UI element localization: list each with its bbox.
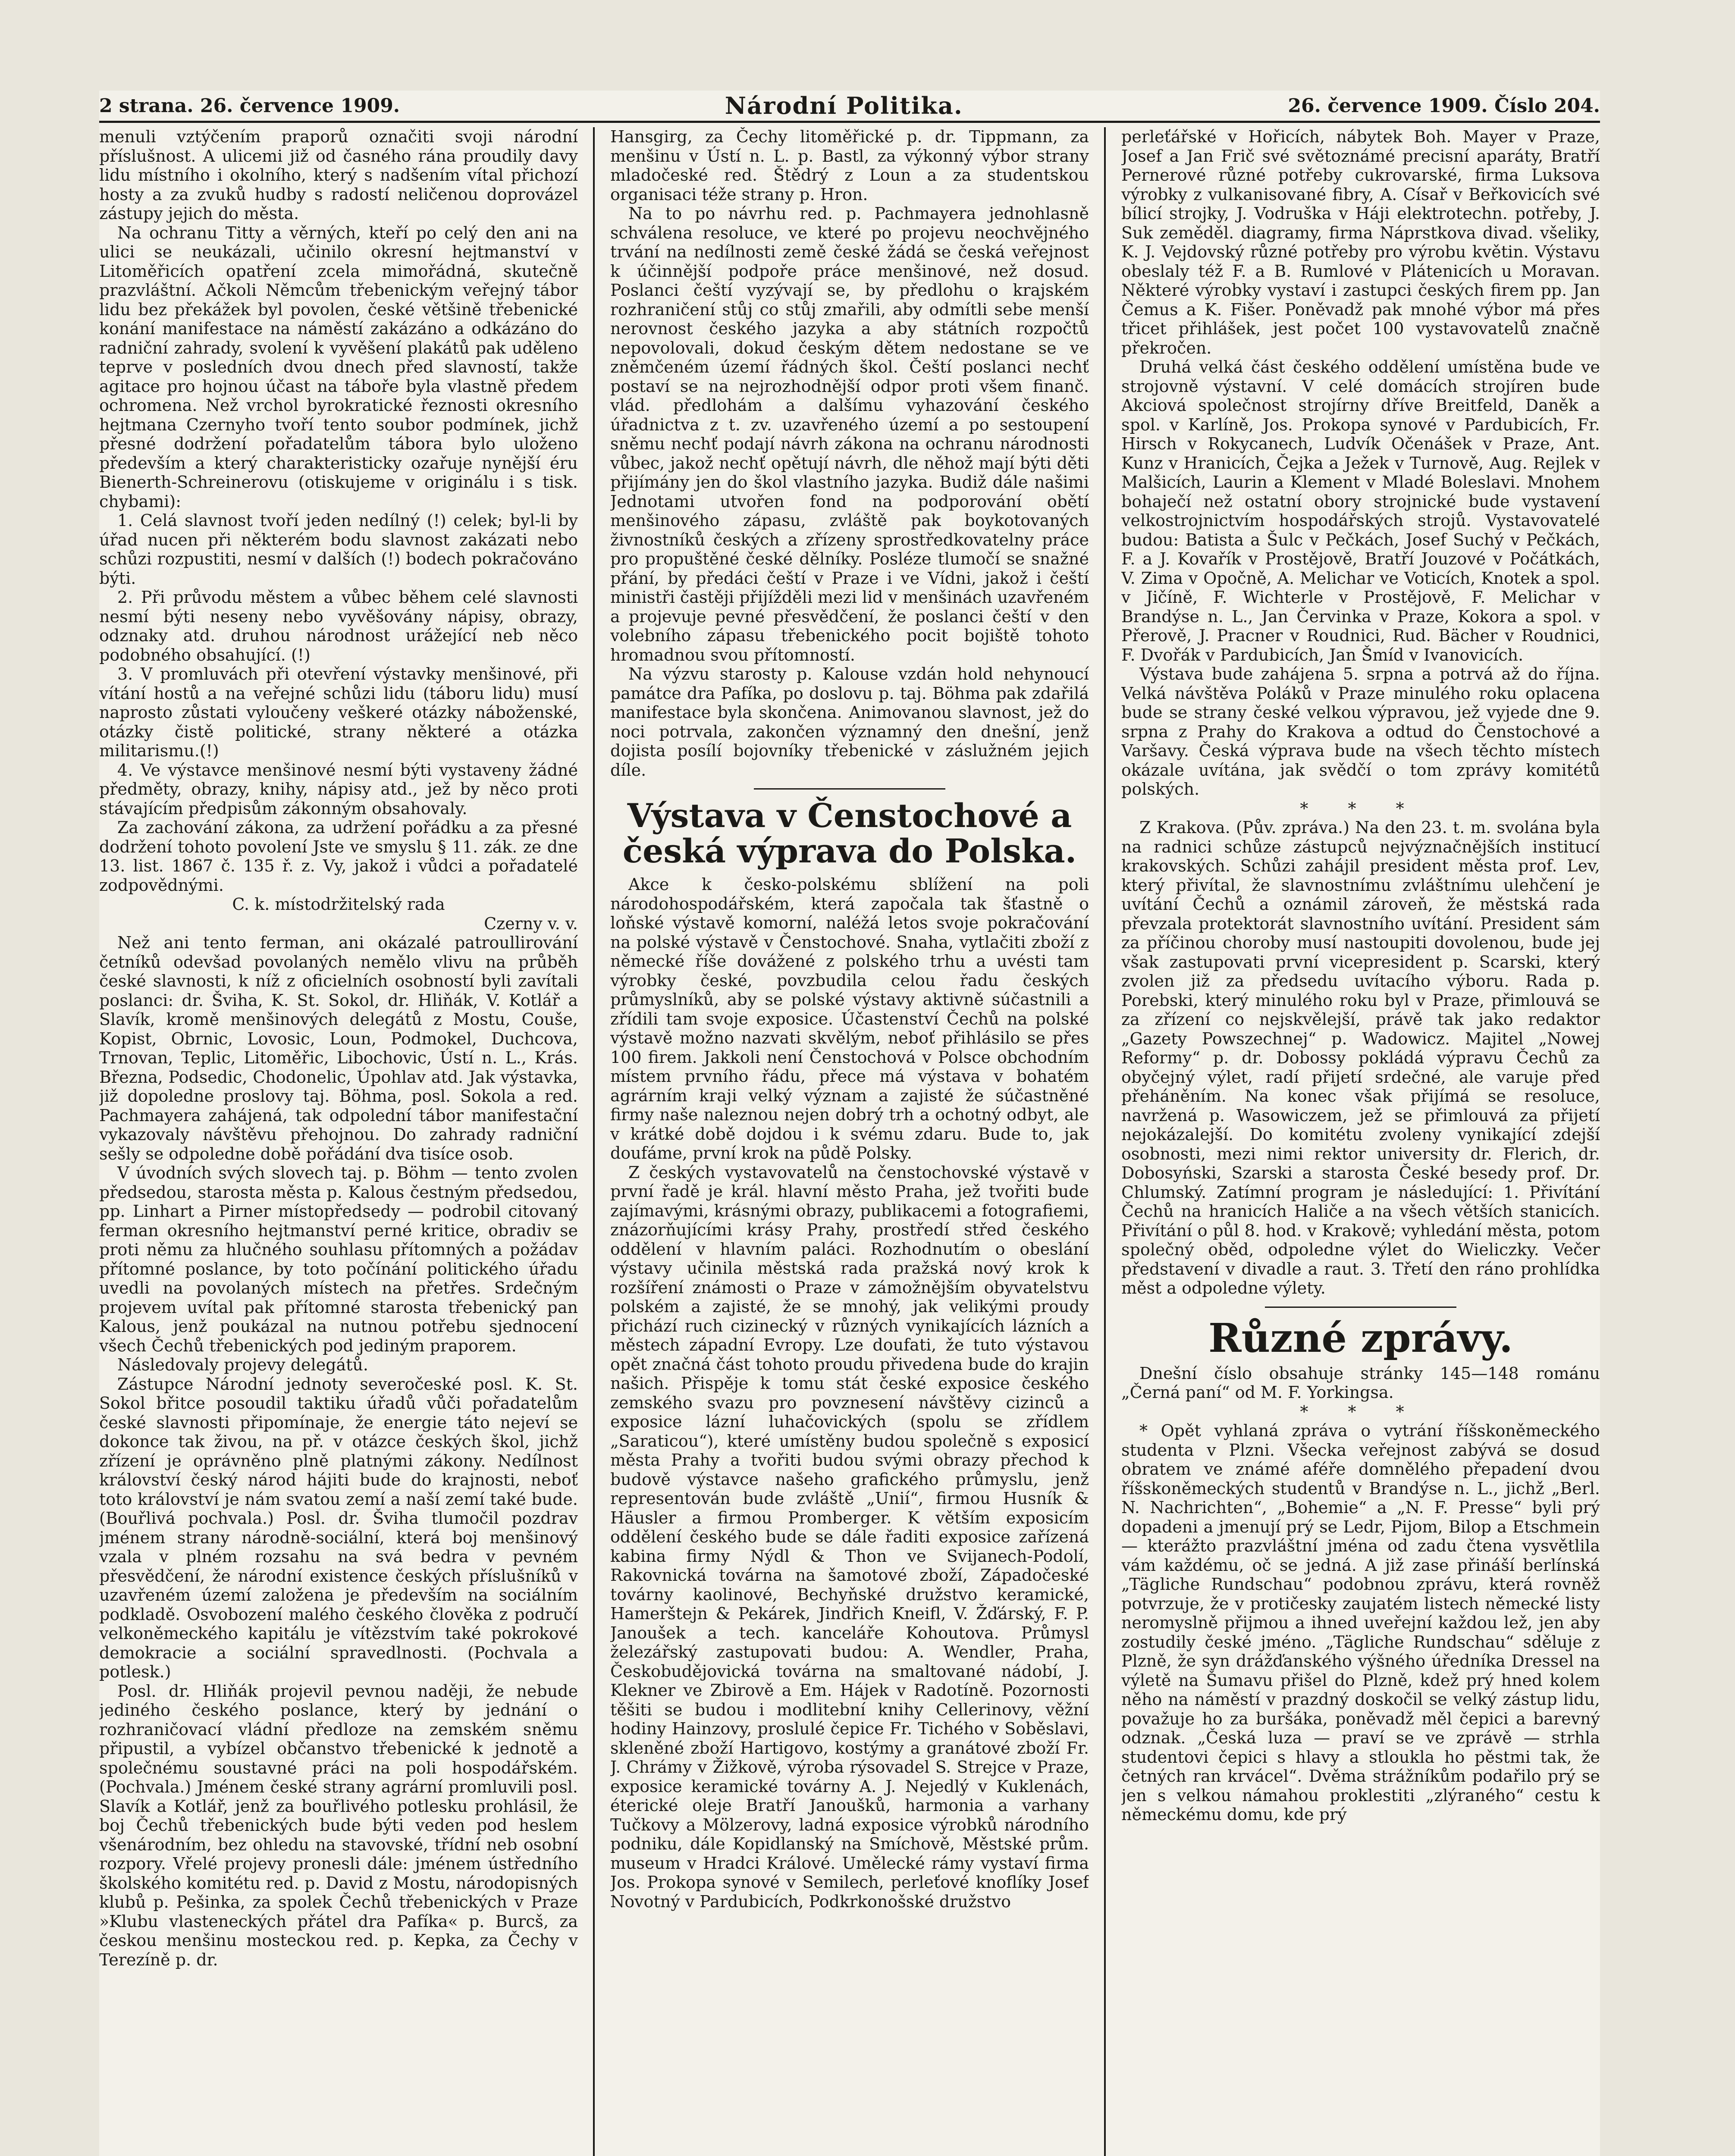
paragraph: 3. V promluvách při otevření výstavky menšinové, při vítání hostů a na veřejné schůzi lidu (táboru lidu) musí naprosto zůstati vyloučeny veškeré otázky náboženské, otázky čistě politické, strany některé a otázka militarismu.(!) <box>99 664 578 760</box>
paragraph: 1. Celá slavnost tvoří jeden nedílný (!) celek; byl-li by úřad nucen při některém bodu slavnost zakázati nebo schůzi rozpustiti, nesmí v dalších (!) bodech pokračováno býti. <box>99 511 578 588</box>
paragraph: Akce k česko-polskému sblížení na poli národohospodářském, která započala tak šťastně o loňské výstavě komorní, naléžá letos svoje pokračování na polské výstavě v Čenstochové. Snaha, vytlačiti zboží z německé říše dovážené z polského trhu a uvésti tam výrobky české, povzbudila celou řadu českých průmyslníků, aby se polské výstavy aktivně súčastnili a zřídili tam svoje exposice. Účastenství Čechů na polské výstavě možno nazvati skvělým, neboť přihlásilo se přes 100 firem. Jakkoli není Čenstochová v Polsce obchodním místem prvního řádu, přece má výstava v bohatém agrárním kraji velký význam a zajisté že súčastněné firmy naše naleznou nejen dobrý trh a ochotný odbyt, ale v krátké době dojdou i k svému zdaru. Bude to, jak doufáme, první krok na půdě Polsky. <box>610 875 1089 1163</box>
paragraph: perleťářské v Hořicích, nábytek Boh. Mayer v Praze, Josef a Jan Frič své světoznámé precisní aparáty, Bratří Pernerové různé potřeby cukrovarské, firma Luksova výrobky z vulkanisované fibry, A. Císař v Beřkovicích své bílicí strojky, J. Vodruška v Háji elektrotechn. potřeby, J. Suk zeměděl. diagramy, firma Náprstkova divad. všeliky, K. J. Vejdovský různé potřeby pro výrobu květin. Výstavu obeslaly též F. a B. Rumlové v Plátenicích u Moravan. Některé výrobky vystaví i zastupci českých firem pp. Jan Čemus a K. Fišer. Poněvadž pak mnohé výbor má přes třicet přihlášek, jest počet 100 vystavovatelů značně překročen. <box>1121 127 1600 357</box>
column-rule <box>593 127 595 2156</box>
divider <box>1265 1307 1456 1308</box>
paragraph: Na ochranu Titty a věrných, kteří po celý den ani na ulici se neukázali, učinilo okresní hejtmanství v Litoměřicích opatření zcela mimořádná, skutečně prazvláštní. Ačkoli Němcům třebenickým veřejný tábor lidu bez překážek byl povolen, české většině třebenické konání manifestace na náměstí zakázáno a odkázáno do radniční zahrady, svolení k vyvěšení plakátů pak uděleno teprve v posledních dvou dnech před slavností, takže agitace pro hojnou účast na táboře byla vlastně předem ochromena. Než vrchol byrokratické řeznosti okresního hejtmana Czernyho tvoří tento soubor podmínek, jichž přesné dodržení pořadatelům tábora bylo uloženo především a který charakteristicky ozařuje nynější éru Bienerth-Schreinerovu (otiskujeme v originálu i s tisk. chybami): <box>99 223 578 511</box>
paragraph: Na výzvu starosty p. Kalouse vzdán hold nehynoucí památce dra Pafíka, po doslovu p. taj. Böhma pak zdařilá manifestace byla skončena. Animovanou slavnost, jež do noci potrvala, zakončen významný den dnešní, jenž dojista posílí bojovníky třebenické v záslužném jejich díle. <box>610 664 1089 780</box>
column-3 <box>1121 127 1600 2156</box>
section-headline: Různé zprávy. <box>1208 1314 1513 1361</box>
paragraph: Druhá velká část českého oddělení umístěna bude ve strojovně výstavní. V celé domácích strojíren bude Akciová společnost strojírny dříve Breitfeld, Daněk a spol. v Karlíně, Jos. Prokopa synové v Pardubicích, Fr. Hirsch v Rokycanech, Ludvík Očenášek v Praze, Ant. Kunz v Hranicích, Čejka a Ježek v Turnově, Aug. Rejlek v Malšicích, Laurin a Klement v Mladé Boleslavi. Mnohem bohaječí než ostatní obory strojnické bude vystavení velkostrojnictvím hospodářských strojů. Vystavovatelé budou: Batista a Šulc v Pečkách, Josef Suchý v Pečkách, F. a J. Kovařík v Prostějově, Bratří Jouzové v Počátkách, V. Zima v Opočně, A. Melichar ve Voticích, Knotek a spol. v Jičíně, F. Wichterle v Prostějově, F. Melichar v Brandýse n. L., Jan Červinka v Praze, Kokora a spol. v Přerově, J. Pracner v Roudnici, Rud. Bächer v Roudnici, F. Dvořák v Pardubicích, Jan Šmíd v Ivanovicích. <box>1121 357 1600 664</box>
separator-stars: * * * <box>1300 799 1421 818</box>
column-rule <box>1104 127 1106 2156</box>
paragraph: V úvodních svých slovech taj. p. Böhm — tento zvolen předsedou, starosta města p. Kalous čestným předsedou, pp. Linhart a Pirner místopředsedy — podrobil citovaný ferman okresního hejtmanství perné kritice, obradiv se proti němu za hlučného souhlasu přítomných a požádav přítomné poslance, by toto počínání politického úřadu uvedli na povolaných místech na přetřes. Srdečným projevem uvítal pak přítomné starosta třebenický pan Kalous, jenž poukázal na nutnou potřebu sjednocení všech Čechů třebenických pod jediným praporem. <box>99 1163 578 1355</box>
paragraph: Hansgirg, za Čechy litoměřické p. dr. Tippmann, za menšinu v Ústí n. L. p. Bastl, za výkonný výbor strany mladočeské red. Štědrý z Loun a za studentskou organisaci téže strany p. Hron. <box>610 127 1089 204</box>
paragraph: 2. Při průvodu městem a vůbec během celé slavnosti nesmí býti neseny nebo vyvěšovány nápisy, obrazy, odznaky atd. druhou národnost urážející neb něco podobného obsahující. (!) <box>99 588 578 664</box>
signature-office: C. k. místodržitelský rada <box>232 895 445 914</box>
article-headline: Výstava v Čenstochové a česká výprava do Polska. <box>622 796 1077 870</box>
page-header <box>99 91 1600 123</box>
columns <box>99 127 1600 2156</box>
paragraph: * Opět vyhlaná zpráva o vytrání říšskoněmeckého studenta v Plzni. Všecka veřejnost zabývá se dosud obratem ve známé aféře domnělého přepadení dvou říšskoněmeckých studentů v Brandýse n. L., jichž „Berl. N. Nachrichten“, „Bohemie“ a „N. F. Presse“ byli prý dopadeni a jmenují prý se Ledr, Pijom, Bilop a Etschmein — kterážto prazvláštní jména od zadu čtena vysvětlila vám každému, oč se jedná. A již zase přináší berlínská „Tägliche Rundschau“ podobnou zprávu, která rovněž potvrzuje, že v protičesky zaujatém listech německé listy neromyslně přijmou a ihned uveřejní každou lež, jen aby zostudily české jméno. „Tägliche Rundschau“ sděluje z Plzně, že syn drážďanského výšného úředníka Dressel na výletě na Šumavu přišel do Plzně, kdež prý hned kolem něho na náměstí v prazdný doskočil se velký zástup lidu, považuje ho za buršáka, poněvadž měl čepici a barevný odznak. „Česká luza — praví se ve zprávě — strhla studentovi čepici s hlavy a stloukla ho pěstmi tak, že četných ran krvácel“. Dvěma strážníkům podařilo prý se jen s velkou námahou proklestiti „zlýraného“ cestu k německému domu, kde prý <box>1121 1421 1600 1824</box>
paragraph: Z českých vystavovatelů na čenstochovské výstavě v první řadě je král. hlavní město Praha, jež tvořiti bude zajímavými, krásnými obrazy, publikacemi a fotografiemi, znázorňujícími krásy Prahy, prostředí střed českého oddělení v hlavním paláci. Rozhodnutím o obeslání výstavy učinila městská rada pražská nový krok k rozšíření známosti o Praze v zámožnějším obyvatelstvu polském a zajisté, že se mnohý, jak velikými proudy přichází ruch cizinecký v různých vynikajících lázních a městech západní Evropy. Lze doufati, že tuto výstavou opět značná část tohoto proudu přivedena bude do krajin našich. Přispěje k tomu stát české exposice českého zemského svazu pro povznesení návštěvy cizinců a exposice lázní luhačovických (spolu se zřídlem „Saraticou“), které umístěny budou společně s exposicí města Prahy a tvořiti budou svými obrazy přechod k budově výstavce našeho grafického průmyslu, jenž representován bude zvláště „Unií“, firmou Husník & Häusler a firmou Promberger. K větším exposicím oddělení českého bude se dále řaditi exposice zařízená kabina firmy Nýdl & Thon ve Svijanech-Podolí, Rakovnická továrna na šamotové zboží, Západočeské továrny kaolinové, Bechyňské družstvo keramické, Hamerštejn & Pekárek, Jindřich Kneifl, V. Žďárský, F. P. Janoušek a tech. kanceláře Kohoutova. Průmysl železářský zastupovati budou: A. Wendler, Praha, Českobudějovická továrna na smaltované nádobí, J. Klekner ve Zbirově a Em. Hájek v Radotíně. Pozornosti těšiti se budou i modlitební knihy Cellerinovy, věžní hodiny Hainzovy, proslulé čepice Fr. Tichého v Soběslavi, skleněné zboží Hartigovo, kostýmy a granátové zboží Fr. J. Chrámy v Žižkově, výroba rýsovadel S. Strejce v Praze, exposice keramické továrny A. J. Nejedlý v Kuklenách, éterické oleje Bratří Janoušků, harmonia a varhany Tučkovy a Mölzerovy, ladná exposice výrobků národního podniku, dále Kopidlanský na Smíchově, Městské prům. museum v Hradci Králové. Umělecké rámy vystaví firma Jos. Prokopa synové v Semilech, perleťové knoflíky Josef Novotný v Pardubicích, Podkrkonošské družstvo <box>610 1163 1089 1911</box>
paragraph: Než ani tento ferman, ani okázalé patroullirování četníků odevšad povolaných nemělo vlivu na průběh české slavnosti, k níž z oficielních osobností byli zavítali poslanci: dr. Šviha, K. St. Sokol, dr. Hliňák, V. Kotlář a Slavík, kromě menšinových delegátů z Mostu, Couše, Kopist, Obrnic, Lovosic, Loun, Podmokel, Duchcova, Trnovan, Teplic, Litoměřic, Libochovic, Ústí n. L., Krás. Března, Podsedic, Chodonelic, Úpohlav atd. Jak výstavka, již dopoledne proslovy taj. Böhma, posl. Sokola a red. Pachmayera zahájená, tak odpolední tábor manifestační vykazovaly návštěvu přehojnou. Do zahrady radniční sešly se odpoledne době pořádání dva tisíce osob. <box>99 933 578 1163</box>
header-left: 2 strana. 26. července 1909. <box>99 94 400 117</box>
divider <box>754 788 945 790</box>
paragraph: Dnešní číslo obsahuje stránky 145—148 románu „Černá paní“ od M. F. Yorkingsa. <box>1121 1363 1600 1402</box>
signature-name: Czerny v. v. <box>484 914 578 933</box>
header-right: 26. července 1909. Číslo 204. <box>1288 94 1600 117</box>
paragraph: Na to po návrhu red. p. Pachmayera jednohlasně schválena resoluce, ve které po projevu neochvějného trvání na nedílnosti země české žádá se česká veřejnost k účinnější podpoře práce menšinové, než dosud. Poslanci čeští vyzývají se, by předlohu o krajském rozhraničení stůj co stůj zmařili, aby odmítli sebe menší nerovnost českého jazyka a aby státních rozpočtů nepovolovali, dokud českým dětem nedostane se ve zněmčeném území řádných škol. Čeští poslanci nechť postaví se na nejrozhodnější odpor proti všem finanč. vlád. předlohám a dalšímu vyhazování českého úřadnictva z t. zv. uzavřeného území a po sestoupení sněmu nechť podají návrh zákona na ochranu národnosti vůbec, jakož nechť opětují návrh, dle něhož mají býti děti přijímány jen do škol vlastního jazyka. Budiž dále našimi Jednotami utvořen fond na podporování obětí menšinového zápasu, zvláště pak boykotovaných živnostníků českých a zřízeny sprostředkovatelny práce pro propuštěné české dělníky. Posléze tlumočí se snažné přání, by předáci čeští v Praze i ve Vídni, jakož i čeští ministři častěji přijížděli mezi lid v menšinách uzavřeném a projevuje pevné přesvědčení, že poslanci čeští v den volebního zápasu třebenického pocit bojiště tohoto hromadnou svou přítomností. <box>610 204 1089 664</box>
paragraph: menuli vztýčením praporů označiti svoji národní příslušnost. A ulicemi již od časného rána proudily davy lidu místního i okolního, který s nadšením vítal přichozí hosty a za zvuků hudby s radostí neličenou doprovázel zástupy jejich do města. <box>99 127 578 223</box>
paragraph: Následovaly projevy delegátů. <box>117 1355 368 1374</box>
paragraph: Zástupce Národní jednoty severočeské posl. K. St. Sokol břitce posoudil taktiku úřadů vůči pořadatelům české slavnosti připomínaje, že energie táto nejeví se dokonce tak živou, na př. v otázce českých škol, jichž zřízení je oprávněno plně platnými zákony. Nedílnost království český národ hájiti bude do krajnosti, neboť toto království je nám svatou zemí a naší zemí také bude. (Bouřlivá pochvala.) Posl. dr. Šviha tlumočil pozdrav jménem strany národně-sociální, která boj menšinový vzala v plném rozsahu na svá bedra v pevném přesvědčení, že národní existence českých příslušníků v uzavřeném území založena je především na sociálním podkladě. Osvobození malého českého člověka z područí velkoněmeckého kapitálu je vítězstvím také pokrokové demokracie a sociální spravedlnosti. (Pochvala a potlesk.) <box>99 1374 578 1681</box>
newspaper-page <box>99 91 1600 2156</box>
column-2 <box>610 127 1089 2156</box>
paragraph: Za zachování zákona, za udržení pořádku a za přesné dodržení tohoto povolení Jste ve smyslu § 11. zák. ze dne 13. list. 1867 č. 135 ř. z. Vy, jakož i vůdci a pořadatelé zodpovědnými. <box>99 818 578 895</box>
paragraph: Výstava bude zahájena 5. srpna a potrvá až do října. Velká návštěva Poláků v Praze minulého roku oplacena bude se strany české velkou výpravou, jež vyjede dne 9. srpna z Prahy do Krakova a odtud do Čenstochové a Varšavy. Česká výprava bude na všech těchto místech okázale uvítána, jak svědčí o tom zprávy komitétů polských. <box>1121 664 1600 799</box>
paragraph: 4. Ve výstavce menšinové nesmí býti vystaveny žádné předměty, obrazy, knihy, nápisy atd., jež by něco proti stávajícím předpisům zákonným obsahovaly. <box>99 760 578 818</box>
column-1 <box>99 127 578 2156</box>
paragraph: Posl. dr. Hliňák projevil pevnou naději, že nebude jediného českého poslance, který by jednání o rozhraničovací vládní předloze na zemském sněmu připustil, a vybízel občanstvo třebenické k jednotě a společnému soustavné práci na poli hospodářském. (Pochvala.) Jménem české strany agrární promluvili posl. Slavík a Kotlář, jenž za bouřlivého potlesku prohlásil, že boj Čechů třebenických bude býti veden pod heslem všenárodním, bez ohledu na stavovské, třídní neb osobní rozpory. Vřelé projevy pronesli dále: jménem ústředního školského komitétu red. p. David z Mostu, národopisných klubů p. Pešinka, za spolek Čechů třebenických v Praze »Klubu vlasteneckých přátel dra Pafíka« p. Burcš, za českou menšinu mosteckou red. p. Kepka, za Čechy v Terezíně p. dr. <box>99 1681 578 1969</box>
paragraph: Z Krakova. (Pův. zpráva.) Na den 23. t. m. svolána byla na radnici schůze zástupců nejvýznačnějších institucí krakovských. Schůzi zahájil president města prof. Lev, který přivítal, že slavnostnímu zvláštnímu ulehčení je uvítání Čechů a oznámil zároveň, že městská rada převzala protektorát slavnostního uvítání. President sám za příčinou choroby musí nastoupiti dovolenou, bude jej však zastupovati první vicepresident p. Scarski, který zvolen již za předsedu uvítacího výboru. Rada p. Porebski, který minulého roku byl v Praze, přimlouvá se za zřízení co nejskvělejší, právě tak jako redaktor „Gazety Powszechnej“ p. Wadowicz. Majitel „Nowej Reformy“ p. dr. Dobossy pokládá výpravu Čechů za obyčejný výlet, radí přijetí srdečné, ale varuje před přeháněním. Na konec však přijímá se resoluce, navržená p. Wasowiczem, jež se přimlouvá za přijetí nejokázalejší. Do komitétu zvoleny vynikající zdejší osobnosti, mezi nimi rektor university dr. Flerich, dr. Dobosyński, Szarski a starosta České besedy prof. Dr. Chlumský. Zatímní program je následující: 1. Přivítání Čechů na hranicích Haliče a na všech větších stanicích. Přivítání o půl 8. hod. v Krakově; vyhledání města, potom společný oběd, odpoledne výlet do Wieliczky. Večer představení v divadle a raut. 3. Třetí den ráno prohlídka měst a odpoledne výlety. <box>1121 818 1600 1297</box>
separator-stars: * * * <box>1300 1402 1421 1421</box>
masthead: Národní Politika. <box>725 92 963 119</box>
